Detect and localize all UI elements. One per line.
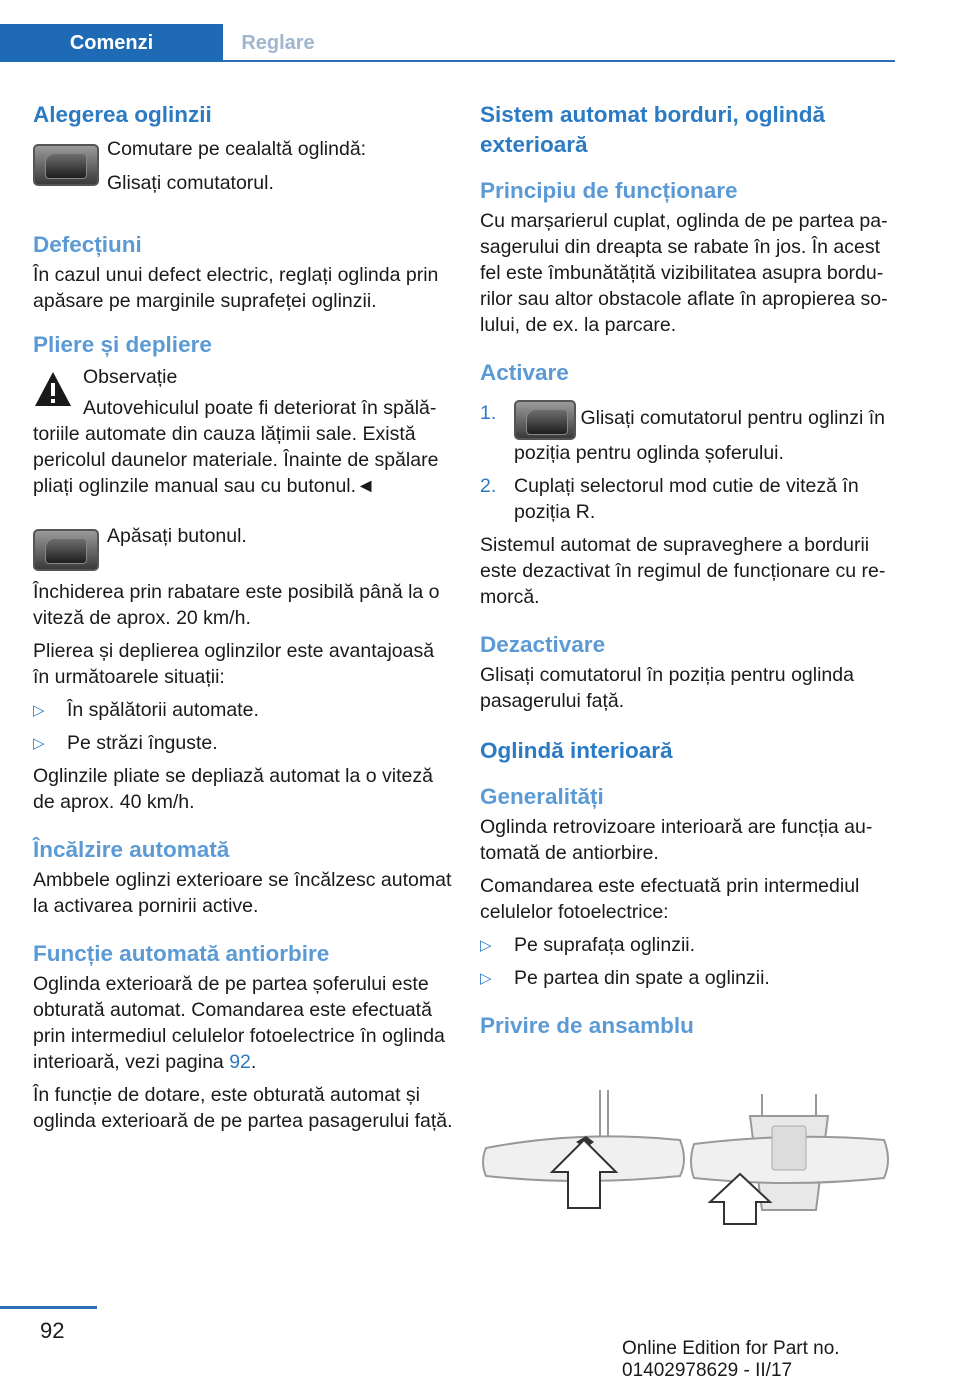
note-row: [33, 366, 453, 421]
defectiuni-text: În cazul unui defect electric, reglați oglinda prin apăsare pe marginile suprafeței oglinzii.: [33, 264, 439, 312]
header-tabbar: [0, 24, 895, 62]
section-title-antiorbire: Funcție automată antiorbire: [33, 941, 330, 966]
alegerea-line2: Glisați comutatorul.: [107, 172, 274, 194]
section-title-defectiuni: Defecțiuni: [33, 232, 142, 257]
triangle-bullet-icon: ▷: [33, 735, 45, 752]
bullet-text: Pe străzi înguste.: [67, 732, 218, 754]
step-text: Cuplați selectorul mod cutie de viteză în poziția R.: [514, 475, 859, 523]
note-text-first: Autovehiculul poate fi deteriorat în spălă-: [83, 397, 437, 419]
footer-rule: [0, 1306, 97, 1309]
section-title-generalitati: Generalități: [480, 784, 604, 809]
bullet-text: Pe suprafața oglinzii.: [514, 934, 696, 956]
step-item: [480, 400, 900, 466]
plierea-text: Plierea și deplierea oglinzilor este avantajoasă în următoarele situații:: [33, 640, 435, 688]
section-title-activare: Activare: [480, 360, 569, 385]
left-column: [33, 100, 453, 1134]
principiu-text: Cu marșarierul cuplat, oglinda de pe partea pasagerului din dreapta se rabate în jos. În acest fel este îmbunătățită vizibilitatea asupra bordurilor sau altor obstacole aflate în apropierea solului, de ex. la parcare.: [480, 210, 888, 336]
generalitati-text: Oglinda retrovizoare interioară are funcția automată de antiorbire.: [480, 816, 873, 864]
rearview-mirror-illustration: [480, 1090, 895, 1230]
list-item: [33, 697, 453, 723]
bullet-text: Pe partea din spate a oglinzii.: [514, 967, 770, 989]
note-title: Observație: [83, 366, 178, 388]
dezactivare-text: Glisați comutatorul în poziția pentru oglinda pasagerului față.: [480, 664, 854, 712]
press-button-text: Apăsați butonul.: [107, 525, 247, 547]
dotare-text: În funcție de dotare, este obturată automat și oglinda exterioară de pe partea pasagerului față.: [33, 1084, 453, 1132]
step-number: 2.: [480, 475, 497, 497]
inchiderea-text: Închiderea prin rabatare este posibilă până la o viteză de aprox. 20 km/h.: [33, 581, 440, 629]
section-title-sistem: Sistem automat borduri, oglindă exterioară: [480, 102, 826, 157]
section-title-alegerea: Alegerea oglinzii: [33, 102, 212, 127]
sistem-text: Sistemul automat de supraveghere a bordurii este dezactivat în regimul de funcționare cu remorcă.: [480, 534, 886, 608]
step-text: Glisați comutatorul pentru oglinzi în poziția pentru oglinda șoferului.: [514, 407, 886, 464]
page-number: 92: [40, 1318, 65, 1343]
tab-comenzi[interactable]: Comenzi: [0, 24, 223, 62]
triangle-bullet-icon: ▷: [33, 702, 45, 719]
comandarea-text: Comandarea este efectuată prin intermediul celulelor fotoelectrice:: [480, 875, 860, 923]
step-item: [480, 473, 900, 525]
alegerea-line1: Comutare pe cealaltă oglindă:: [107, 138, 367, 160]
mirror-switch-icon: [514, 400, 576, 440]
incalzire-text: Ambbele oglinzi exterioare se încălzesc automat la activarea pornirii active.: [33, 869, 452, 917]
section-title-oglinda: Oglindă interioară: [480, 738, 673, 763]
list-item: [480, 932, 900, 958]
section-title-incalzire: Încălzire automată: [33, 837, 230, 862]
section-title-principiu: Principiu de funcționare: [480, 178, 738, 203]
note-text-rest: toriile automate din cauza lățimii sale. Există pericolul daunelor materiale. Înainte de spălare pliați oglinzile manual sau cu butonul.◄: [33, 423, 439, 497]
switch-row: [33, 138, 453, 196]
fold-button-icon: [33, 529, 99, 571]
triangle-bullet-icon: ▷: [480, 937, 492, 954]
tab-reglare[interactable]: Reglare: [241, 31, 315, 54]
page-link[interactable]: 92: [229, 1051, 251, 1073]
warning-icon: [33, 370, 73, 408]
antiorbire-text: Oglinda exterioară de pe partea șoferului este obturată automat. Comandarea este efectuată prin intermediul celulelor fotoelectrice în oglinda interioară, vezi pagina 92.: [33, 973, 445, 1073]
section-title-pliere: Pliere și depliere: [33, 332, 212, 357]
edition-label: Online Edition for Part no. 01402978629 - II/17: [622, 1338, 840, 1381]
list-item: [480, 965, 900, 991]
triangle-bullet-icon: ▷: [480, 970, 492, 987]
step-number: 1.: [480, 402, 497, 424]
bullet-text: În spălătorii automate.: [67, 699, 259, 721]
depliaza-text: Oglinzile pliate se depliază automat la o viteză de aprox. 40 km/h.: [33, 765, 433, 813]
right-column: [480, 100, 900, 1041]
section-title-privire: Privire de ansamblu: [480, 1013, 694, 1038]
mirror-switch-icon: [33, 144, 99, 186]
press-button-row: [33, 525, 453, 571]
list-item: [33, 730, 453, 756]
section-title-dezactivare: Dezactivare: [480, 632, 606, 657]
